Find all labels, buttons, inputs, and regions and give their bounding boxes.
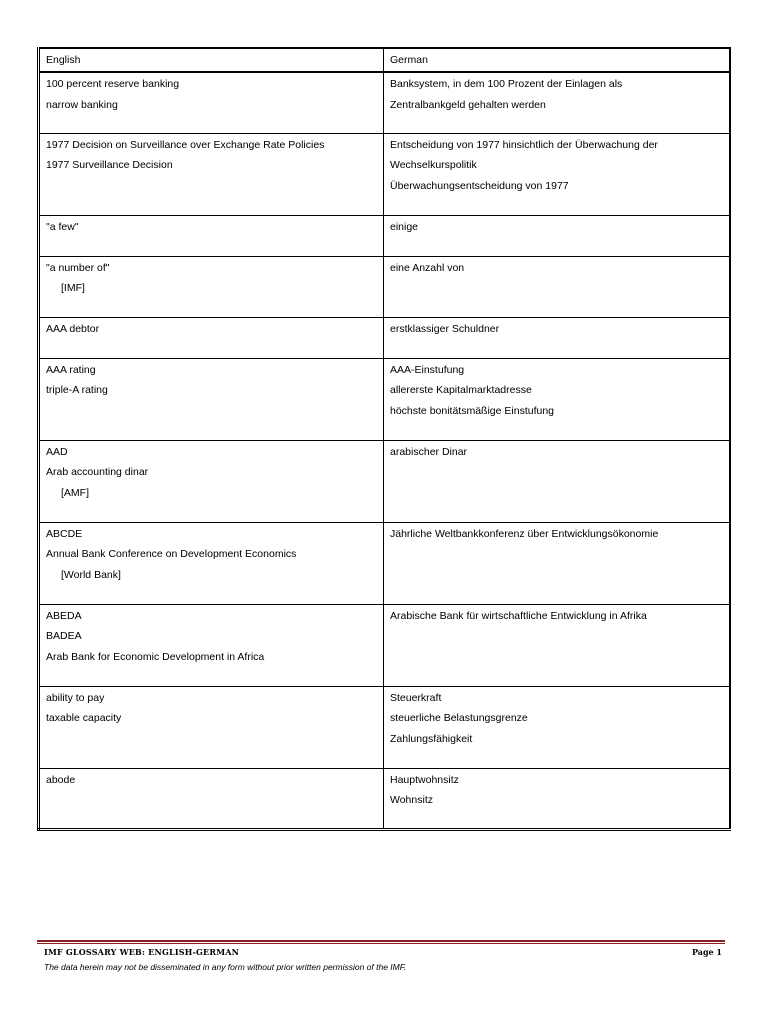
usage-note: [IMF]: [61, 282, 85, 294]
english-cell: [39, 133, 384, 215]
german-cell: [384, 522, 731, 604]
english-term: AAD: [46, 445, 68, 458]
english-term: ABCDE: [46, 527, 83, 540]
english-term: narrow banking: [46, 98, 118, 111]
english-term: AAA debtor: [46, 322, 100, 335]
english-cell: [39, 522, 384, 604]
english-term: ABEDA: [46, 609, 82, 622]
table-row: [39, 317, 731, 358]
english-term: AAA rating: [46, 363, 96, 376]
german-term: arabischer Dinar: [390, 445, 468, 458]
english-term: "a few": [46, 220, 79, 233]
german-cell: [384, 317, 731, 358]
english-cell: [39, 604, 384, 686]
english-term: triple-A rating: [46, 384, 108, 396]
table-row: [39, 72, 731, 133]
english-term: ability to pay: [46, 691, 105, 704]
usage-note: [World Bank]: [61, 568, 121, 581]
table-row: [39, 215, 731, 256]
german-cell: [384, 768, 731, 829]
table-row: [39, 686, 731, 768]
table-row: [39, 358, 731, 440]
english-term: 1977 Surveillance Decision: [46, 159, 173, 171]
english-term: 1977 Decision on Surveillance over Exchange Rate Policies: [46, 138, 325, 151]
german-term: AAA-Einstufung: [390, 363, 465, 376]
english-term: 100 percent reserve banking: [46, 78, 180, 90]
english-term: Arab accounting dinar: [46, 466, 149, 478]
german-term: eine Anzahl von: [390, 261, 465, 274]
german-term: Arabische Bank für wirtschaftliche Entwicklung in Afrika: [390, 609, 647, 622]
footer-title: IMF GLOSSARY WEB: ENGLISH-GERMAN: [44, 947, 240, 957]
table-row: [39, 440, 731, 522]
german-term: allererste Kapitalmarktadresse: [390, 384, 532, 396]
table-row: [39, 133, 731, 215]
english-term: BADEA: [46, 630, 82, 642]
german-term: Zahlungsfähigkeit: [390, 732, 473, 745]
header-english: English: [39, 48, 384, 72]
german-term: Steuerkraft: [390, 691, 442, 704]
page-number: Page 1: [691, 947, 722, 957]
glossary-table: [37, 47, 731, 831]
english-term: Arab Bank for Economic Development in Africa: [46, 650, 265, 663]
german-term: Banksystem, in dem 100 Prozent der Einlagen als: [390, 78, 623, 90]
german-term: Wohnsitz: [390, 794, 433, 806]
german-cell: [384, 72, 731, 133]
english-term: "a number of": [46, 261, 110, 274]
german-term: erstklassiger Schuldner: [390, 322, 500, 335]
english-term: Annual Bank Conference on Development Economics: [46, 548, 297, 560]
english-cell: [39, 256, 384, 317]
german-cell: [384, 215, 731, 256]
german-cell: [384, 440, 731, 522]
german-term: Hauptwohnsitz: [390, 773, 459, 786]
german-cell: [384, 256, 731, 317]
english-term: taxable capacity: [46, 712, 122, 724]
german-term: Entscheidung von 1977 hinsichtlich der Überwachung der: [390, 138, 658, 151]
table-row: [39, 768, 731, 829]
table-row: [39, 604, 731, 686]
german-term: Jährliche Weltbankkonferenz über Entwicklungsökonomie: [390, 527, 659, 540]
header-german: German: [384, 48, 731, 72]
footer-disclaimer: The data herein may not be disseminated in any form without prior written permission of the IMF.: [44, 962, 407, 972]
table-row: [39, 256, 731, 317]
german-cell: [384, 358, 731, 440]
english-cell: [39, 686, 384, 768]
usage-note: [AMF]: [61, 486, 89, 499]
footer-rule: [37, 943, 725, 944]
english-cell: [39, 215, 384, 256]
german-term: einige: [390, 220, 419, 233]
german-term: steuerliche Belastungsgrenze: [390, 712, 528, 724]
english-cell: [39, 768, 384, 829]
german-term: Wechselkurspolitik: [390, 159, 477, 171]
english-term: abode: [46, 773, 76, 786]
german-term: Zentralbankgeld gehalten werden: [390, 98, 546, 111]
german-term: höchste bonitätsmäßige Einstufung: [390, 404, 555, 417]
english-cell: [39, 358, 384, 440]
german-cell: [384, 686, 731, 768]
german-term: Überwachungsentscheidung von 1977: [390, 179, 569, 192]
english-cell: [39, 440, 384, 522]
english-cell: [39, 72, 384, 133]
german-cell: [384, 133, 731, 215]
table-row: [39, 522, 731, 604]
german-cell: [384, 604, 731, 686]
header-row: [39, 48, 731, 72]
english-cell: [39, 317, 384, 358]
footer-rule: [37, 940, 725, 942]
